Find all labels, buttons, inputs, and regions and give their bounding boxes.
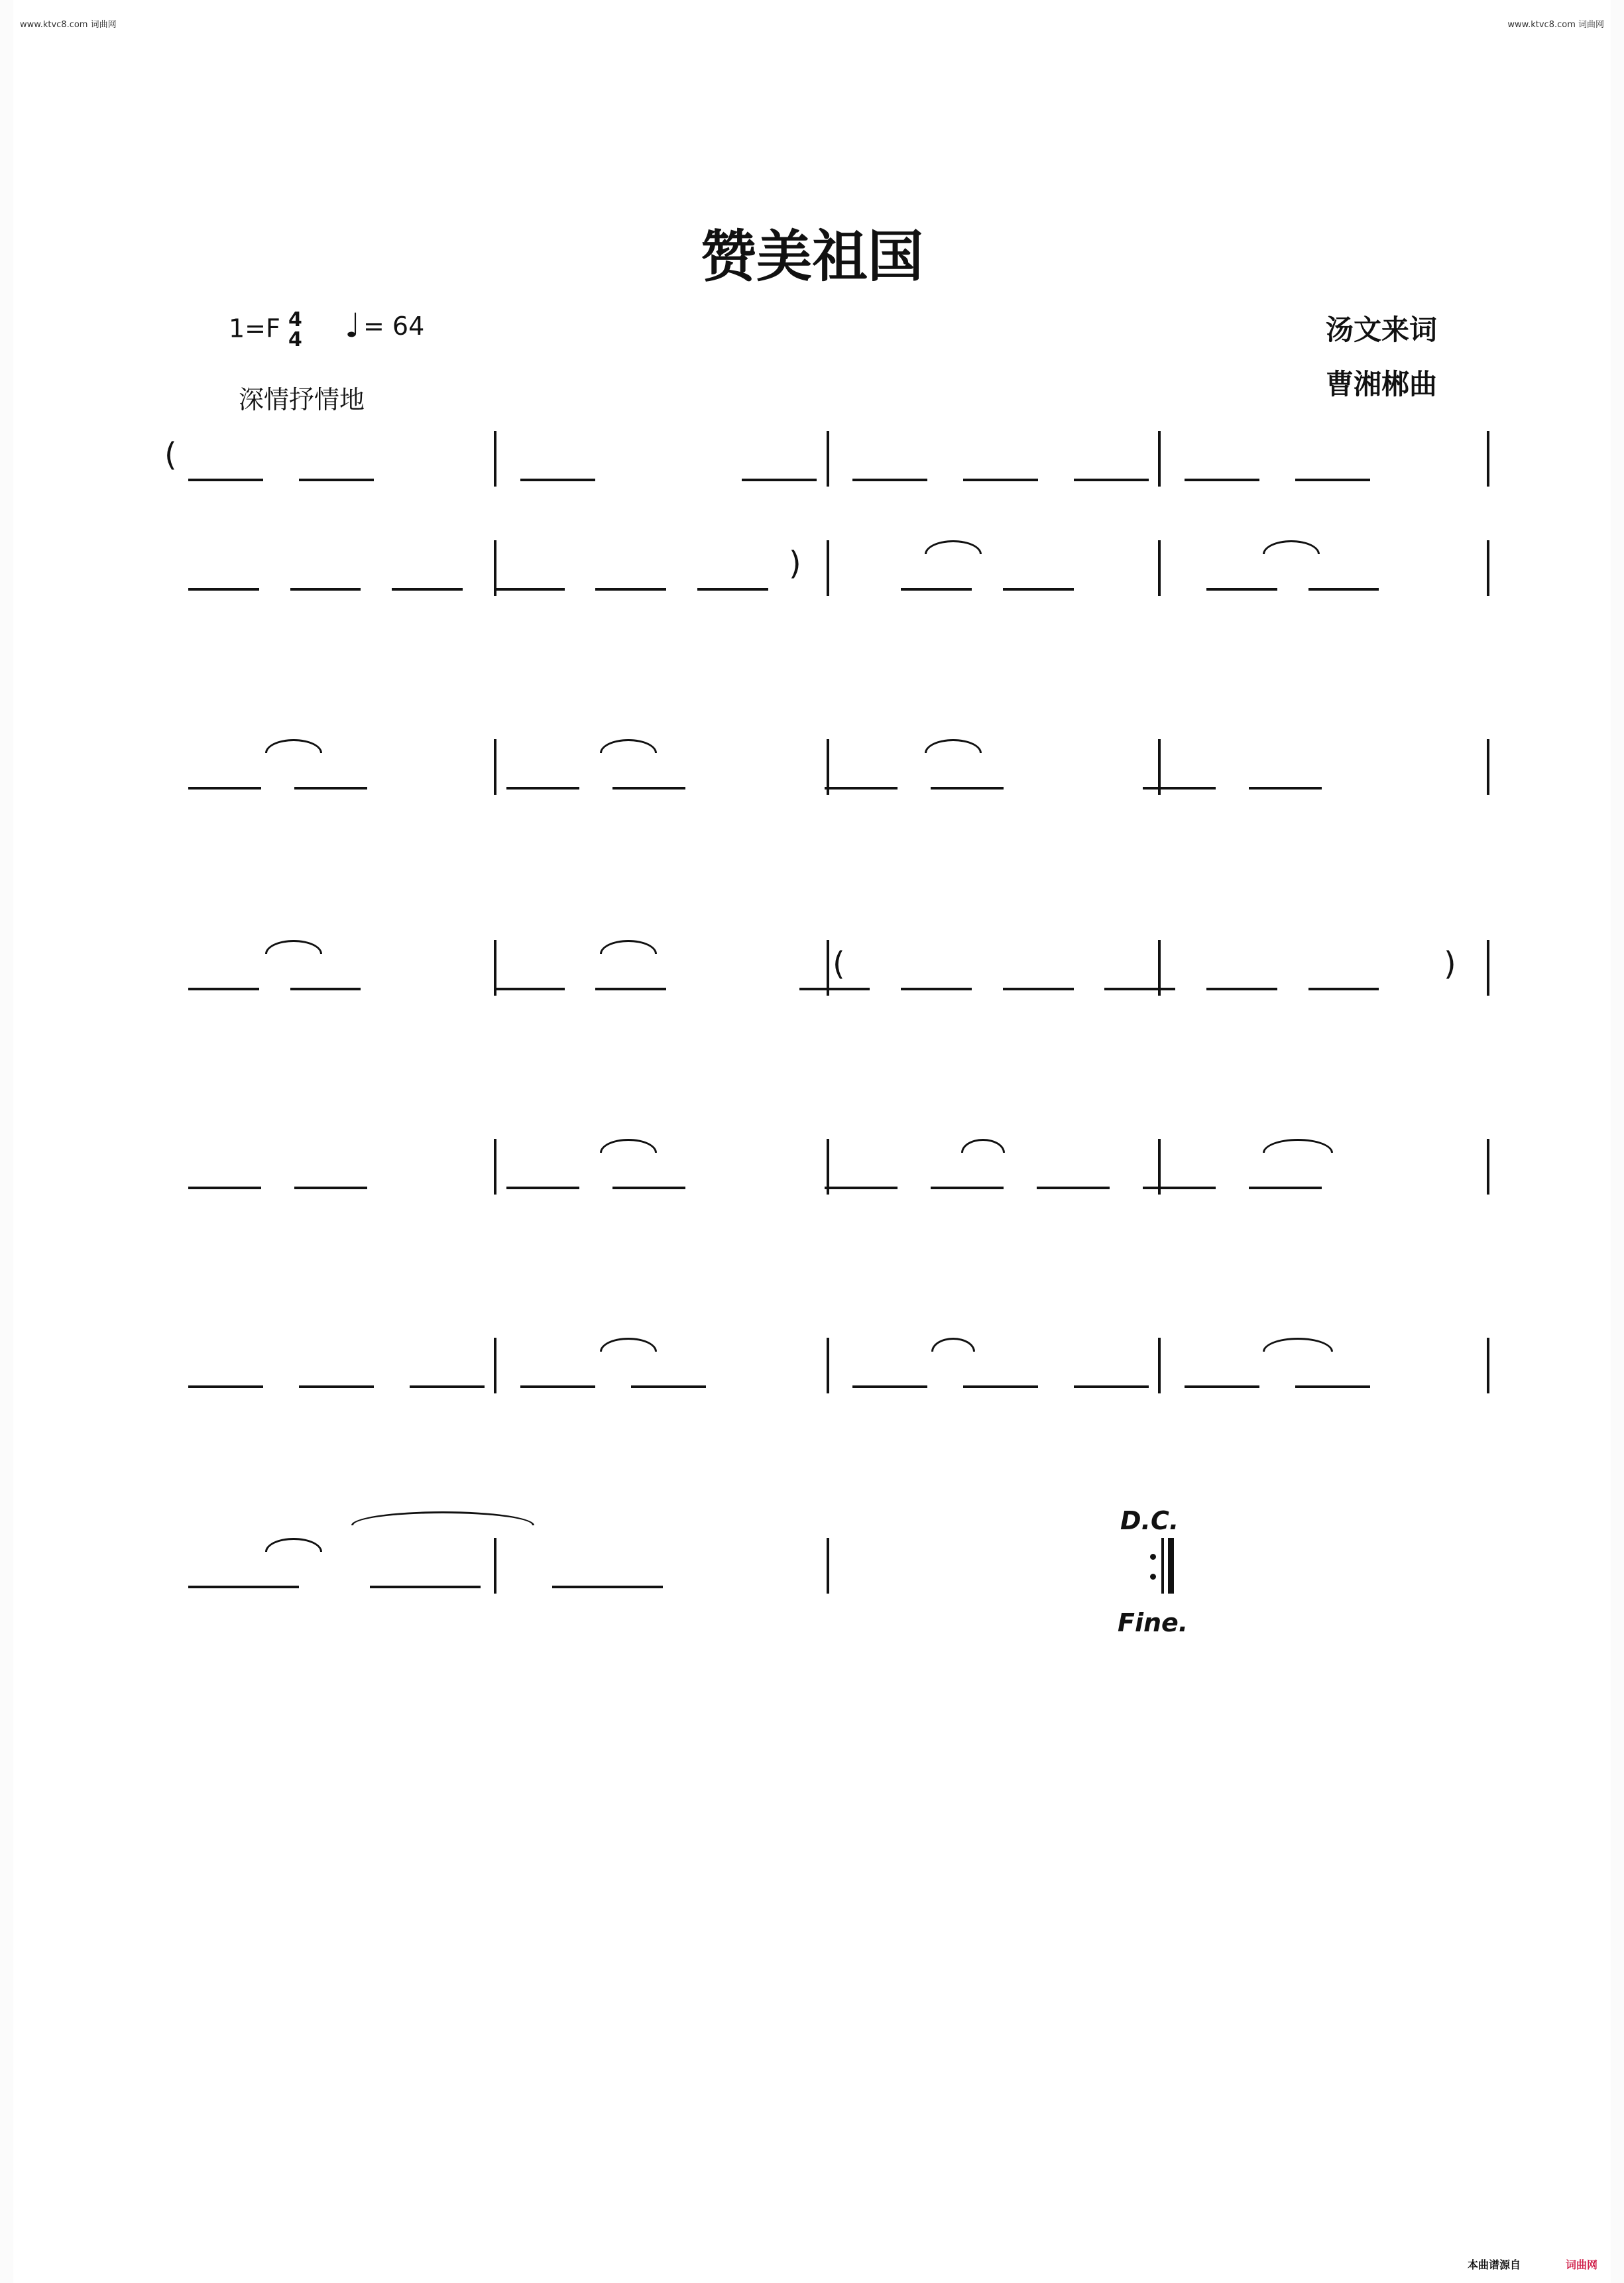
beam-underline bbox=[370, 1586, 481, 1588]
slur-arc bbox=[925, 739, 982, 753]
slur-arc bbox=[1263, 1338, 1333, 1352]
open-paren: ( bbox=[833, 945, 845, 982]
fine-mark: Fine. bbox=[1118, 1608, 1189, 1637]
beam-underline bbox=[506, 1187, 579, 1189]
beam-underline bbox=[1249, 787, 1322, 790]
site-link-left[interactable]: www.ktvc8.com 词曲网 bbox=[20, 20, 117, 30]
beam-underline bbox=[1295, 479, 1370, 481]
slur-arc bbox=[265, 940, 322, 954]
time-denominator: 4 bbox=[288, 328, 302, 351]
bar-line bbox=[1487, 940, 1489, 996]
slur-arc bbox=[265, 739, 322, 753]
beam-underline bbox=[612, 1187, 685, 1189]
beam-underline bbox=[852, 1385, 927, 1388]
beam-underline bbox=[290, 588, 361, 591]
beam-underline bbox=[901, 988, 972, 990]
beam-underline bbox=[697, 588, 768, 591]
slur-arc bbox=[600, 739, 657, 753]
slur-arc bbox=[600, 940, 657, 954]
beam-underline bbox=[742, 479, 817, 481]
beam-underline bbox=[1308, 588, 1379, 591]
footer-source: 本曲谱源自 bbox=[1468, 2258, 1521, 2271]
quarter-note-icon: ♩ bbox=[345, 306, 361, 345]
beam-underline bbox=[1143, 1187, 1216, 1189]
beam-underline bbox=[1037, 1187, 1110, 1189]
beam-underline bbox=[1308, 988, 1379, 990]
beam-underline bbox=[1074, 479, 1149, 481]
beam-underline bbox=[1104, 988, 1175, 990]
slur-arc bbox=[1263, 1139, 1333, 1153]
beam-underline bbox=[1206, 588, 1277, 591]
bar-line bbox=[1158, 431, 1161, 487]
bar-line bbox=[494, 1139, 496, 1195]
beam-underline bbox=[494, 588, 565, 591]
bar-line bbox=[827, 431, 829, 487]
slur-arc bbox=[600, 1139, 657, 1153]
repeat-dot bbox=[1150, 1574, 1156, 1580]
beam-underline bbox=[410, 1385, 485, 1388]
beam-underline bbox=[1003, 988, 1074, 990]
open-paren: ( bbox=[164, 436, 177, 473]
beam-underline bbox=[631, 1385, 706, 1388]
beam-underline bbox=[852, 479, 927, 481]
beam-underline bbox=[1295, 1385, 1370, 1388]
bar-line bbox=[494, 431, 496, 487]
beam-underline bbox=[506, 787, 579, 790]
close-paren: ) bbox=[1444, 945, 1456, 982]
dc-mark: D.C. bbox=[1120, 1506, 1179, 1535]
bar-line bbox=[1158, 540, 1161, 596]
lyricist-credit: 汤文来词 bbox=[1326, 314, 1438, 346]
beam-underline bbox=[188, 1586, 299, 1588]
beam-underline bbox=[290, 988, 361, 990]
final-bar-thick bbox=[1168, 1538, 1174, 1594]
beam-underline bbox=[1206, 988, 1277, 990]
bar-line bbox=[1158, 1338, 1161, 1393]
bar-line bbox=[1487, 1139, 1489, 1195]
beam-underline bbox=[612, 787, 685, 790]
final-bar-thin bbox=[1161, 1538, 1164, 1594]
bar-line bbox=[494, 1538, 496, 1594]
beam-underline bbox=[901, 588, 972, 591]
beam-underline bbox=[1249, 1187, 1322, 1189]
beam-underline bbox=[294, 787, 367, 790]
beam-underline bbox=[931, 787, 1004, 790]
beam-underline bbox=[188, 787, 261, 790]
beam-underline bbox=[963, 1385, 1038, 1388]
right-margin-strip bbox=[1611, 0, 1624, 2283]
beam-underline bbox=[188, 988, 259, 990]
beam-underline bbox=[188, 588, 259, 591]
slur-arc bbox=[351, 1511, 534, 1525]
beam-underline bbox=[294, 1187, 367, 1189]
song-title: 赞美祖国 bbox=[700, 223, 923, 289]
beam-underline bbox=[494, 988, 565, 990]
beam-underline bbox=[1185, 1385, 1259, 1388]
beam-underline bbox=[595, 988, 666, 990]
beam-underline bbox=[188, 1187, 261, 1189]
slur-arc bbox=[600, 1338, 657, 1352]
slur-arc bbox=[931, 1338, 975, 1352]
beam-underline bbox=[963, 479, 1038, 481]
slur-arc bbox=[925, 540, 982, 554]
beam-underline bbox=[299, 1385, 374, 1388]
key-signature bbox=[229, 310, 302, 350]
time-numerator: 4 bbox=[288, 308, 302, 331]
footer-site-link[interactable]: 词曲网 bbox=[1566, 2258, 1598, 2271]
bar-line bbox=[827, 540, 829, 596]
key-text: 1=F bbox=[229, 314, 280, 343]
tempo: = 64 bbox=[363, 312, 425, 341]
beam-underline bbox=[595, 588, 666, 591]
beam-underline bbox=[1143, 787, 1216, 790]
beam-underline bbox=[392, 588, 463, 591]
bar-line bbox=[1487, 1338, 1489, 1393]
composer-credit: 曹湘郴曲 bbox=[1326, 368, 1438, 400]
beam-underline bbox=[825, 787, 898, 790]
beam-underline bbox=[799, 988, 870, 990]
bar-line bbox=[1487, 540, 1489, 596]
left-margin-strip bbox=[0, 0, 13, 2283]
bar-line bbox=[827, 1538, 829, 1594]
beam-underline bbox=[1003, 588, 1074, 591]
repeat-dot bbox=[1150, 1554, 1156, 1560]
expression-mark: 深情抒情地 bbox=[239, 385, 365, 414]
beam-underline bbox=[520, 479, 595, 481]
slur-arc bbox=[265, 1538, 322, 1552]
slur-arc bbox=[1263, 540, 1320, 554]
beam-underline bbox=[552, 1586, 663, 1588]
site-link-right[interactable]: www.ktvc8.com 词曲网 bbox=[1507, 20, 1604, 30]
beam-underline bbox=[188, 479, 263, 481]
beam-underline bbox=[825, 1187, 898, 1189]
close-paren: ) bbox=[789, 545, 801, 582]
bar-line bbox=[494, 739, 496, 795]
beam-underline bbox=[188, 1385, 263, 1388]
beam-underline bbox=[1074, 1385, 1149, 1388]
beam-underline bbox=[931, 1187, 1004, 1189]
bar-line bbox=[827, 1338, 829, 1393]
beam-underline bbox=[299, 479, 374, 481]
bar-line bbox=[494, 1338, 496, 1393]
slur-arc bbox=[961, 1139, 1005, 1153]
beam-underline bbox=[1185, 479, 1259, 481]
beam-underline bbox=[520, 1385, 595, 1388]
bar-line bbox=[1487, 431, 1489, 487]
bar-line bbox=[1487, 739, 1489, 795]
